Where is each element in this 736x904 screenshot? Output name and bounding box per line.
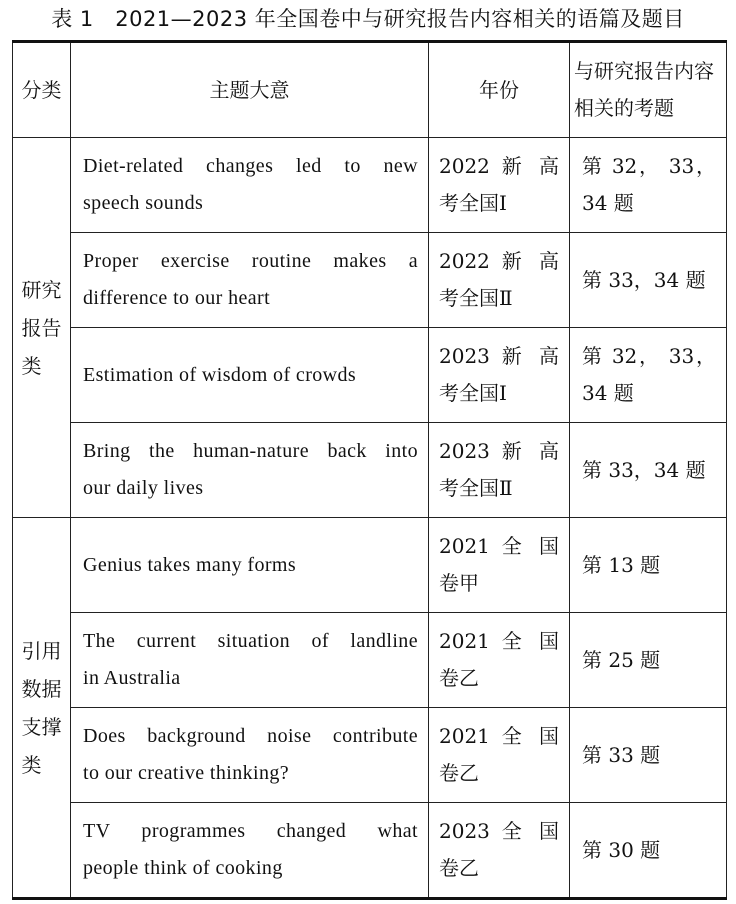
question-line-1: 第 33，34 题	[582, 457, 706, 482]
question-cell	[570, 518, 727, 613]
table-row	[13, 613, 727, 708]
table-row	[13, 803, 727, 899]
year-line-2: 卷乙	[439, 856, 479, 880]
header-questions	[570, 42, 727, 138]
year-cell	[429, 328, 570, 423]
year-cell	[429, 613, 570, 708]
category-label: 引用数据支撑类	[21, 638, 62, 777]
header-year: 年份	[429, 42, 570, 138]
topic-cell	[71, 708, 429, 803]
table-caption: 表 1 2021—2023 年全国卷中与研究报告内容相关的语篇及题目	[51, 7, 685, 31]
year-line-2: 卷乙	[439, 666, 479, 690]
year-line-2: 考全国Ⅱ	[439, 476, 513, 500]
category-cell	[13, 518, 71, 899]
category-cell	[13, 138, 71, 518]
question-line-1: 第 25 题	[582, 647, 661, 672]
question-line-1: 第 33，34 题	[582, 267, 706, 292]
topic-cell	[71, 233, 429, 328]
category-label: 研究报告类	[21, 277, 62, 378]
topic-cell	[71, 518, 429, 613]
topic-line-2: difference to our heart	[83, 287, 271, 309]
year-cell	[429, 423, 570, 518]
topic-cell	[71, 328, 429, 423]
topic-line-2: speech sounds	[83, 192, 204, 214]
question-line-2: 34 题	[582, 191, 634, 215]
question-line-1: 第 33 题	[582, 742, 661, 767]
year-cell	[429, 708, 570, 803]
header-questions-text: 与研究报告内容相关的考题	[574, 59, 714, 120]
question-cell	[570, 803, 727, 899]
year-line-2: 考全国Ⅱ	[439, 286, 513, 310]
question-cell	[570, 233, 727, 328]
year-cell	[429, 138, 570, 233]
topic-cell	[71, 803, 429, 899]
year-line-1: 2022 新 高	[439, 154, 559, 178]
topic-line-1: Bring the human-nature back into	[83, 440, 418, 462]
year-cell	[429, 518, 570, 613]
topic-line-2: to our creative thinking?	[83, 762, 290, 784]
topic-line-1: Genius takes many forms	[83, 553, 297, 576]
header-row	[13, 42, 727, 138]
year-cell	[429, 233, 570, 328]
topic-cell	[71, 423, 429, 518]
year-line-1: 2021 全 国	[439, 534, 559, 558]
year-line-1: 2021 全 国	[439, 724, 559, 748]
papers-table	[12, 40, 727, 900]
question-cell	[570, 328, 727, 423]
topic-line-1: TV programmes changed what	[83, 820, 418, 842]
topic-line-1: Does background noise contribute	[83, 725, 418, 747]
topic-line-2: in Australia	[83, 667, 181, 689]
year-line-2: 考全国Ⅰ	[439, 191, 507, 215]
year-line-1: 2023 新 高	[439, 344, 559, 368]
year-line-1: 2023 新 高	[439, 439, 559, 463]
question-line-1: 第 32， 33，	[582, 154, 716, 178]
header-topic: 主题大意	[71, 42, 429, 138]
topic-line-1: The current situation of landline	[83, 630, 418, 652]
topic-line-1: Diet-related changes led to new	[83, 155, 418, 177]
table-row	[13, 328, 727, 423]
header-category: 分类	[13, 42, 71, 138]
topic-line-2: our daily lives	[83, 477, 204, 499]
table-row	[13, 518, 727, 613]
topic-cell	[71, 138, 429, 233]
topic-line-2: people think of cooking	[83, 857, 283, 879]
question-line-1: 第 13 题	[582, 552, 661, 577]
year-line-1: 2022 新 高	[439, 249, 559, 273]
question-cell	[570, 613, 727, 708]
table-row	[13, 423, 727, 518]
year-line-1: 2023 全 国	[439, 819, 559, 843]
table-row	[13, 708, 727, 803]
question-line-1: 第 32， 33，	[582, 344, 716, 368]
table-row	[13, 138, 727, 233]
year-line-2: 考全国Ⅰ	[439, 381, 507, 405]
topic-cell	[71, 613, 429, 708]
topic-line-1: Proper exercise routine makes a	[83, 250, 418, 272]
table-row	[13, 233, 727, 328]
topic-line-1: Estimation of wisdom of crowds	[83, 363, 357, 386]
question-cell	[570, 423, 727, 518]
year-cell	[429, 803, 570, 899]
year-line-1: 2021 全 国	[439, 629, 559, 653]
year-line-2: 卷甲	[439, 571, 479, 595]
question-cell	[570, 708, 727, 803]
question-line-2: 34 题	[582, 381, 634, 405]
question-line-1: 第 30 题	[582, 837, 661, 862]
year-line-2: 卷乙	[439, 761, 479, 785]
question-cell	[570, 138, 727, 233]
